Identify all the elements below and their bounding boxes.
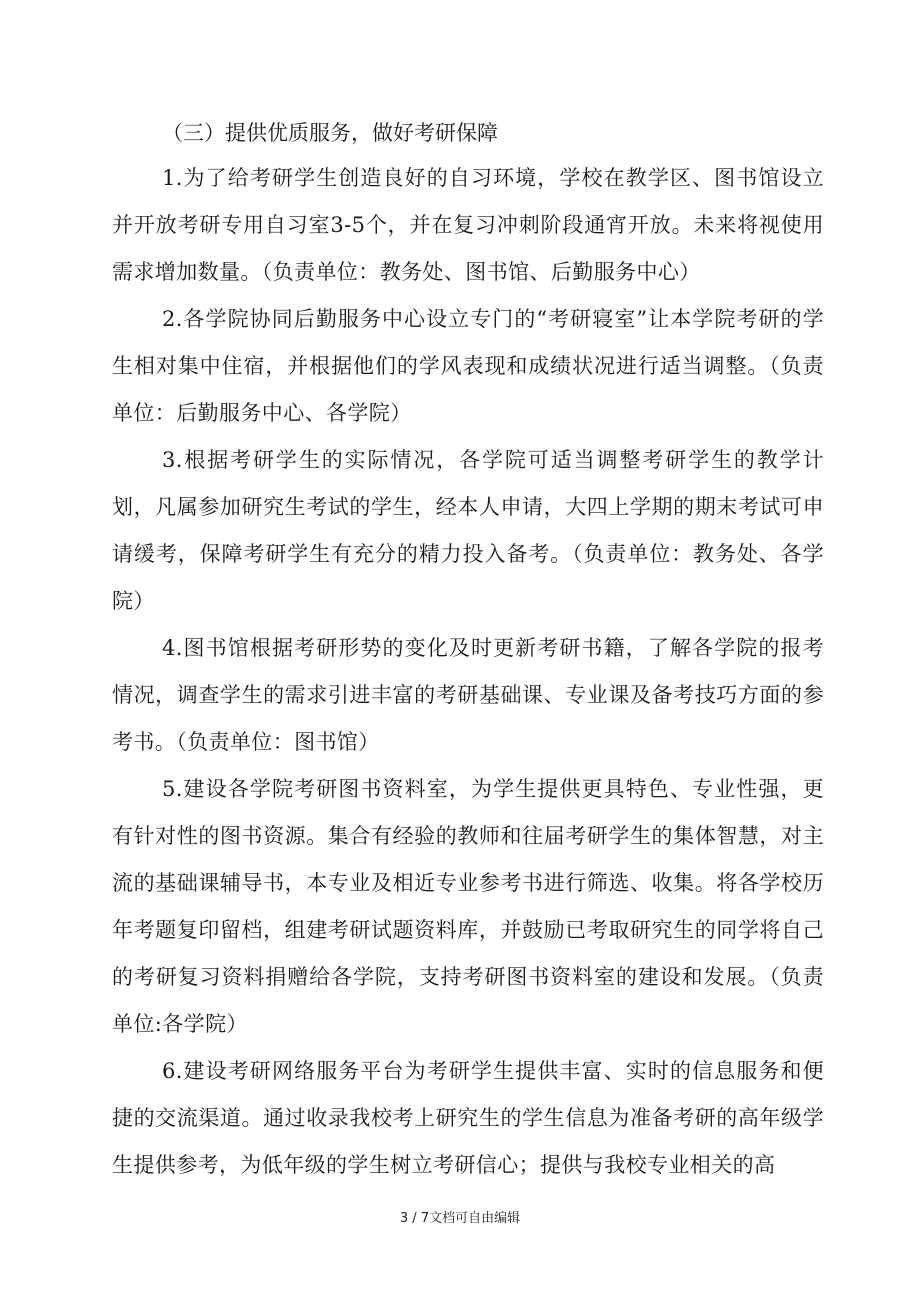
paragraph-4: 4.图书馆根据考研形势的变化及时更新考研书籍，了解各学院的报考情况，调查学生的需求引进丰富的考研基础课、专业课及备考技巧方面的参考书。（负责单位：图书馆） <box>112 636 824 754</box>
paragraph-5: 5.建设各学院考研图书资料室，为学生提供更具特色、专业性强，更有针对性的图书资源。集合有经验的教师和往届考研学生的集体智慧，对主流的基础课辅导书，本专业及相近专业参考书进行筛选、收集。将各学校历年考题复印留档，组建考研试题资料库，并鼓励已考取研究生的同学将自己的考研复习资料捐赠给各学院，支持考研图书资料室的建设和发展。（负责单位:各学院） <box>112 777 824 1036</box>
document-body <box>112 113 824 1189</box>
paragraph-3: 3.根据考研学生的实际情况，各学院可适当调整考研学生的教学计划，凡属参加研究生考试的学生，经本人申请，大四上学期的期末考试可申请缓考，保障考研学生有充分的精力投入备考。（负责单位：教务处、各学院） <box>112 448 824 613</box>
paragraph-1: 1.为了给考研学生创造良好的自习环境，学校在教学区、图书馆设立并开放考研专用自习室3-5个，并在复习冲刺阶段通宵开放。未来将视使用需求增加数量。（负责单位：教务处、图书馆、后勤服务中心） <box>112 166 824 284</box>
paragraph-6: 6.建设考研网络服务平台为考研学生提供丰富、实时的信息服务和便捷的交流渠道。通过收录我校考上研究生的学生信息为准备考研的高年级学生提供参考，为低年级的学生树立考研信心；提供与我校专业相关的高 <box>112 1059 824 1177</box>
page-footer: 3 / 7文档可自由编辑 <box>399 1211 521 1226</box>
paragraph-2: 2.各学院协同后勤服务中心设立专门的“考研寝室”让本学院考研的学生相对集中住宿，并根据他们的学风表现和成绩状况进行适当调整。（负责单位：后勤服务中心、各学院） <box>112 307 824 425</box>
section-heading: （三）提供优质服务，做好考研保障 <box>162 121 498 145</box>
